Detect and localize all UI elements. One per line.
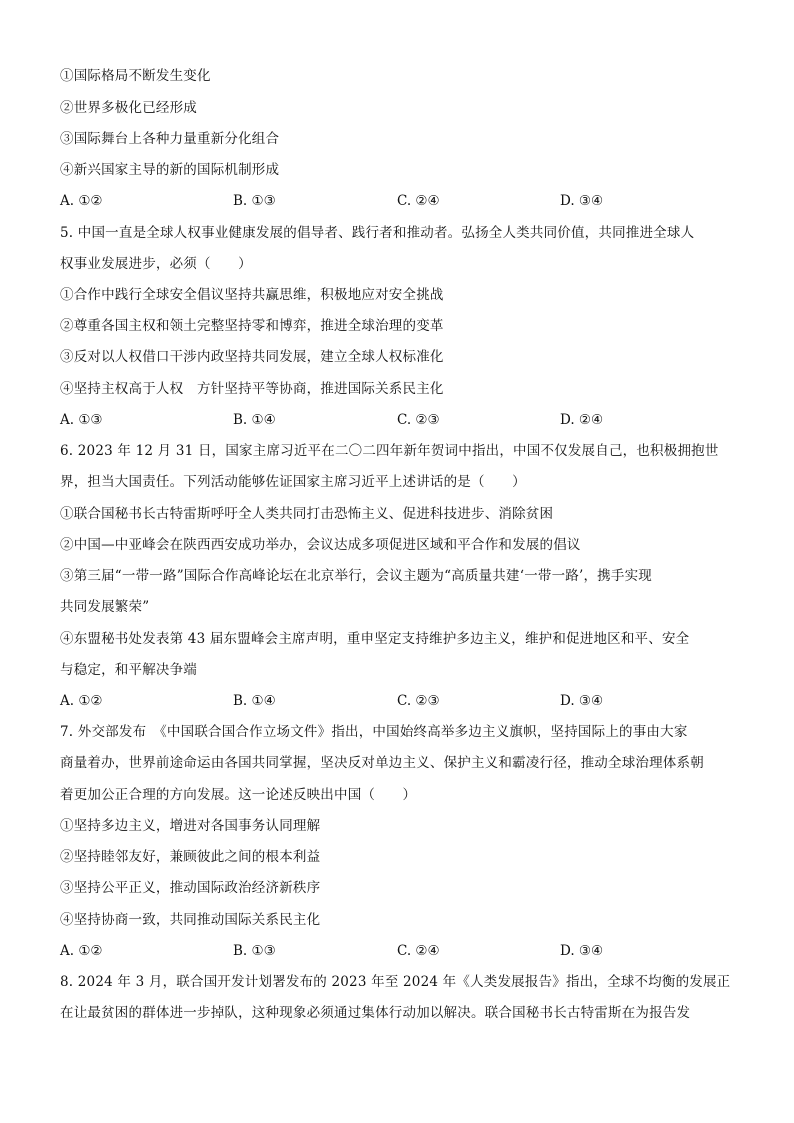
option-b: B. ①③ bbox=[233, 193, 276, 209]
option-b: B. ①③ bbox=[233, 943, 276, 959]
answer-options bbox=[60, 693, 740, 709]
statement-line: ②坚持睦邻友好，兼顾彼此之间的根本利益 bbox=[60, 849, 321, 865]
option-a: A. ①② bbox=[60, 193, 103, 209]
option-a: A. ①③ bbox=[60, 412, 103, 428]
statement-line: 共同发展繁荣” bbox=[60, 599, 150, 615]
option-c: C. ②④ bbox=[397, 943, 440, 959]
question-6-stem: 6. 2023 年 12 月 31 日，国家主席习近平在二〇二四年新年贺词中指出，中国不仅发展自己，也积极拥抱世 bbox=[60, 443, 719, 459]
statement-line: ④坚持主权高于人权 方针坚持平等协商，推进国际关系民主化 bbox=[60, 381, 444, 397]
option-a: A. ①② bbox=[60, 943, 103, 959]
statement-line: ③反对以人权借口干涉内政坚持共同发展，建立全球人权标准化 bbox=[60, 349, 444, 365]
option-d: D. ③④ bbox=[560, 193, 604, 209]
statement-line: ③国际舞台上各种力量重新分化组合 bbox=[60, 131, 280, 147]
answer-options bbox=[60, 412, 740, 428]
option-d: D. ③④ bbox=[560, 943, 604, 959]
answer-options bbox=[60, 193, 740, 209]
option-c: C. ②③ bbox=[397, 693, 440, 709]
option-d: D. ③④ bbox=[560, 693, 604, 709]
question-7-stem: 着更加公正合理的方向发展。这一论述反映出中国（ ） bbox=[60, 787, 417, 803]
statement-line: ①合作中践行全球安全倡议坚持共赢思维，积极地应对安全挑战 bbox=[60, 287, 444, 303]
question-8-stem: 在让最贫困的群体进一步掉队，这种现象必须通过集体行动加以解决。联合国秘书长古特雷斯在为报告发 bbox=[60, 1005, 691, 1021]
question-5-stem: 权事业发展进步，必须（ ） bbox=[60, 256, 252, 272]
statement-line: ④坚持协商一致，共同推动国际关系民主化 bbox=[60, 912, 321, 928]
option-a: A. ①② bbox=[60, 693, 103, 709]
statement-line: ②中国—中亚峰会在陕西西安成功举办，会议达成多项促进区域和平合作和发展的倡议 bbox=[60, 537, 581, 553]
question-5-stem: 5. 中国一直是全球人权事业健康发展的倡导者、践行者和推动者。弘扬全人类共同价值，共同推进全球人 bbox=[60, 225, 695, 241]
statement-line: ①联合国秘书长古特雷斯呼吁全人类共同打击恐怖主义、促进科技进步、消除贫困 bbox=[60, 506, 554, 522]
question-7-stem: 商量着办，世界前途命运由各国共同掌握，坚决反对单边主义、保护主义和霸凌行径，推动全球治理体系朝 bbox=[60, 755, 704, 771]
statement-line: ①国际格局不断发生变化 bbox=[60, 68, 211, 84]
statement-line: ③第三届“一带一路”国际合作高峰论坛在北京举行，会议主题为“高质量共建‘一带一路’，携手实现 bbox=[60, 568, 652, 584]
statement-line: ②尊重各国主权和领土完整坚持零和博弈，推进全球治理的变革 bbox=[60, 318, 444, 334]
statement-line: 与稳定，和平解决争端 bbox=[60, 662, 197, 678]
option-c: C. ②④ bbox=[397, 193, 440, 209]
statement-line: ②世界多极化已经形成 bbox=[60, 100, 197, 116]
option-d: D. ②④ bbox=[560, 412, 604, 428]
statement-line: ④东盟秘书处发表第 43 届东盟峰会主席声明，重申坚定支持维护多边主义，维护和促进地区和平、安全 bbox=[60, 631, 690, 647]
option-b: B. ①④ bbox=[233, 693, 276, 709]
option-b: B. ①④ bbox=[233, 412, 276, 428]
option-c: C. ②③ bbox=[397, 412, 440, 428]
question-6-stem: 界，担当大国责任。下列活动能够佐证国家主席习近平上述讲话的是（ ） bbox=[60, 474, 526, 490]
statement-line: ①坚持多边主义，增进对各国事务认同理解 bbox=[60, 818, 321, 834]
statement-line: ③坚持公平正义，推动国际政治经济新秩序 bbox=[60, 880, 321, 896]
question-8-stem: 8. 2024 年 3 月，联合国开发计划署发布的 2023 年至 2024 年《人类发展报告》指出，全球不均衡的发展正 bbox=[60, 974, 731, 990]
question-7-stem: 7. 外交部发布 《中国联合国合作立场文件》指出，中国始终高举多边主义旗帜，坚持国际上的事由大家 bbox=[60, 724, 688, 740]
statement-line: ④新兴国家主导的新的国际机制形成 bbox=[60, 162, 280, 178]
answer-options bbox=[60, 943, 740, 959]
